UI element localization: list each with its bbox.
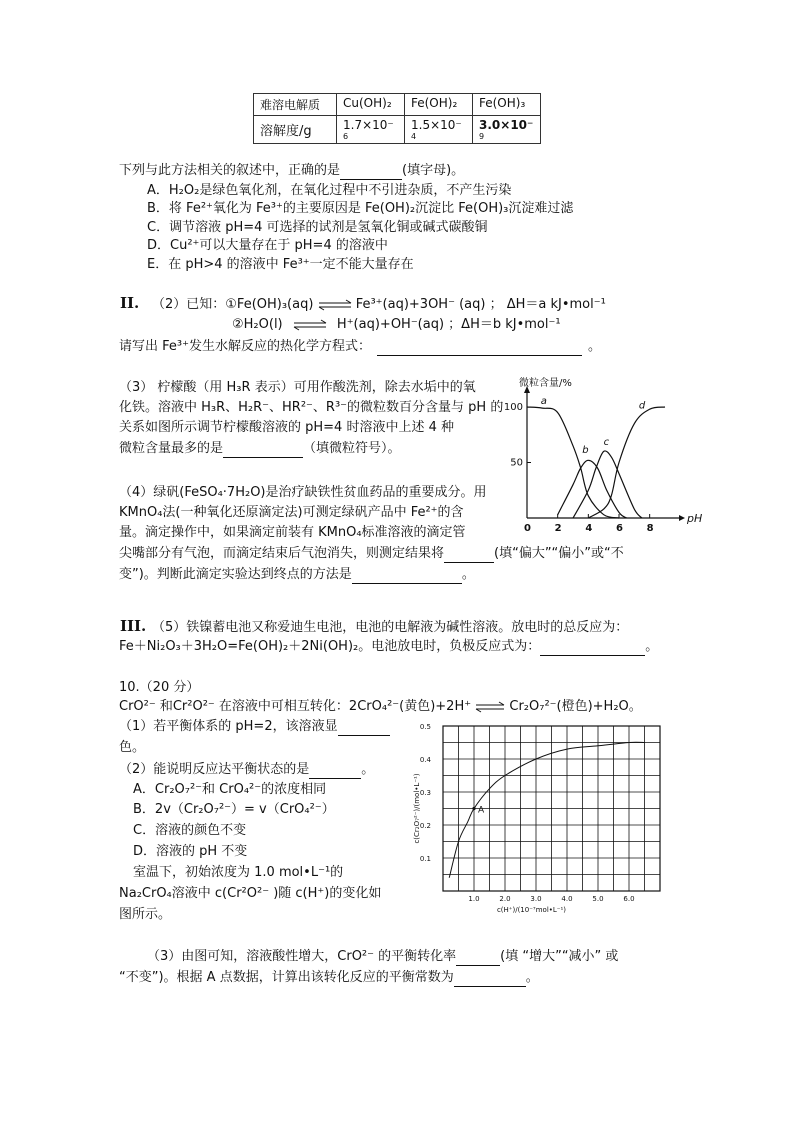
series-line-a <box>527 407 619 518</box>
y-axis-label: 微粒含量/% <box>519 378 572 389</box>
answer-blank[interactable] <box>456 951 500 966</box>
equilibrium-arrow-icon <box>293 320 327 330</box>
equation-text: CrO²⁻ 和Cr²O²⁻ 在溶液中可相互转化：2CrO₄²⁻(黄色)+2H⁺ <box>119 699 472 714</box>
equation-line <box>232 316 561 334</box>
table-cell: Fe(OH)₂ <box>405 94 473 116</box>
answer-blank[interactable] <box>223 443 303 458</box>
answer-blank[interactable] <box>454 972 526 987</box>
question-text: 微粒含量最多的是 <box>119 441 224 456</box>
x-tick-label: 4 <box>585 523 593 534</box>
series-label: c <box>603 437 610 449</box>
equation-text: Fe³⁺(aq)+3OH⁻ (aq) ； ΔH＝a kJ•mol⁻¹ <box>355 297 606 312</box>
question-text: 。 <box>461 567 475 582</box>
answer-blank[interactable] <box>352 569 462 584</box>
table-cell <box>473 116 541 144</box>
x-tick-label: 0 <box>524 523 531 534</box>
option-a: A．H₂O₂是绿色氧化剂，在氧化过程中不引进杂质，不产生污染 <box>147 183 512 198</box>
table-cell <box>337 116 405 144</box>
x-tick-label: 3.0 <box>530 895 542 903</box>
answer-blank[interactable] <box>377 341 582 356</box>
section-number: III. <box>120 617 147 635</box>
question-text: Fe＋Ni₂O₃＋3H₂O=Fe(OH)₂＋2Ni(OH)₂。电池放电时，负极反应式为： <box>119 639 541 654</box>
question-stem <box>119 338 601 356</box>
paragraph-line <box>119 545 624 563</box>
series-label: b <box>582 444 589 456</box>
cell-exponent: 4 <box>411 132 417 141</box>
question-text: 请写出 Fe³⁺发生水解反应的热化学方程式： <box>119 339 371 354</box>
answer-blank[interactable] <box>338 721 390 736</box>
answer-blank[interactable] <box>540 641 645 656</box>
table-cell: Cu(OH)₂ <box>337 94 405 116</box>
cell-value: 1.7×10⁻ <box>343 118 394 132</box>
equation-line <box>119 698 642 716</box>
series-label: a <box>540 396 547 408</box>
paragraph-line <box>119 440 401 458</box>
question-text: (填“偏大”“偏小”或“不 <box>494 546 624 561</box>
series-line-c <box>573 451 642 518</box>
table-cell: Fe(OH)₃ <box>473 94 541 116</box>
dichromate-chart <box>405 718 670 923</box>
series-label: d <box>638 400 646 412</box>
option-e: E．在 pH>4 的溶液中 Fe³⁺一定不能大量存在 <box>147 257 414 272</box>
table-cell: 溶解度/g <box>254 116 337 144</box>
sub-question <box>119 761 374 779</box>
x-tick-label: 6.0 <box>623 895 635 903</box>
point-a-marker <box>472 807 475 810</box>
x-tick-label: 4.0 <box>561 895 573 903</box>
sub-question <box>119 969 539 987</box>
point-a-label: A <box>478 805 485 816</box>
question-text: 变”)。判断此滴定实验达到终点的方法是 <box>119 567 352 582</box>
question-text: （填微粒符号）。 <box>303 441 401 456</box>
question-text: (填字母)。 <box>402 163 465 178</box>
option-b: B．将 Fe²⁺氧化为 Fe³⁺的主要原因是 Fe(OH)₂沉淀比 Fe(OH)₃沉淀难过滤 <box>147 201 574 216</box>
solubility-table <box>253 93 541 144</box>
y-tick-label: 0.4 <box>419 756 431 764</box>
paragraph-line: KMnO₄法(一种氧化还原滴定法)可测定绿矾产品中 Fe²⁺的含 <box>119 505 464 520</box>
question-text: “不变”)。根据 A 点数据，计算出该转化反应的平衡常数为 <box>119 970 454 985</box>
question-text: 尖嘴部分有气泡，而滴定结束后气泡消失，则测定结果将 <box>119 546 445 561</box>
table-cell: 难溶电解质 <box>254 94 337 116</box>
option-b: B．2v（Cr₂O₇²⁻）= v（CrO₄²⁻） <box>133 802 335 817</box>
equation-line <box>152 296 606 314</box>
equilibrium-arrow-icon <box>318 300 352 310</box>
chart-plot-area <box>413 723 660 914</box>
equation-text: （2）已知：①Fe(OH)₃(aq) <box>152 297 314 312</box>
paragraph-line: 量。滴定操作中，如果滴定前装有 KMnO₄标准溶液的滴定管 <box>119 525 466 540</box>
equation-text: Cr₂O₇²⁻(橙色)+H₂O。 <box>509 699 642 714</box>
x-tick-label: 6 <box>616 523 623 534</box>
y-axis-label: c(Cr₂O₇²⁻)/(mol•L⁻¹) <box>413 773 421 844</box>
x-tick-label: 8 <box>646 523 654 534</box>
option-c: C．调节溶液 pH=4 可选择的试剂是氢氧化铜或碱式碳酸铜 <box>147 220 488 235</box>
chart-plot-area <box>504 376 702 534</box>
question-text: 。 <box>525 970 539 985</box>
question-text: 。 <box>361 762 375 777</box>
question-text: 。 <box>587 339 601 354</box>
equilibrium-arrow-icon <box>475 702 505 712</box>
paragraph-line <box>119 638 658 656</box>
paragraph-line: Na₂CrO₄溶液中 c(Cr²O²⁻ )随 c(H⁺)的变化如 <box>119 886 382 901</box>
question-text: （3）由图可知，溶液酸性增大，CrO²⁻ 的平衡转化率 <box>147 949 457 964</box>
y-tick-label: 0.1 <box>419 855 431 863</box>
question-title: 10.（20 分） <box>119 680 200 695</box>
cell-exponent: 9 <box>479 132 485 141</box>
paragraph-line: （5）铁镍蓄电池又称爱迪生电池，电池的电解液为碱性溶液。放电时的总反应为： <box>152 620 629 635</box>
paragraph-line: 化铁。溶液中 H₃R、H₂R⁻、HR²⁻、R³⁻的微粒数百分含量与 pH 的 <box>119 400 504 415</box>
answer-blank[interactable] <box>340 165 402 180</box>
option-d: D．Cu²⁺可以大量存在于 pH=4 的溶液中 <box>147 238 388 253</box>
series-line-d <box>588 407 665 518</box>
x-axis-label: pH <box>687 512 703 525</box>
option-c: C．溶液的颜色不变 <box>133 823 247 838</box>
cell-value: 3.0×10⁻ <box>479 118 534 132</box>
y-tick-label: 0.3 <box>419 789 431 797</box>
sub-question <box>119 718 390 736</box>
question-stem <box>119 162 464 180</box>
citric-acid-chart <box>503 375 703 535</box>
x-axis-arrow-icon <box>679 515 685 521</box>
paragraph-line: 关系如图所示调节柠檬酸溶液的 pH=4 时溶液中上述 4 种 <box>119 420 454 435</box>
series-line-b <box>558 460 627 518</box>
y-tick-label: 0.5 <box>419 723 431 731</box>
y-tick-label: 0.2 <box>419 822 431 830</box>
x-axis-label: c(H⁺)/(10⁻⁷mol•L⁻¹) <box>496 906 567 914</box>
paragraph-line: （4）绿矾(FeSO₄·7H₂O)是治疗缺铁性贫血药品的重要成分。用 <box>119 485 487 500</box>
table-cell <box>405 116 473 144</box>
sub-question: 色。 <box>119 740 146 755</box>
y-tick-label: 50 <box>510 457 523 469</box>
paragraph-line: （3） 柠檬酸（用 H₃R 表示）可用作酸洗剂，除去水垢中的氧 <box>119 380 476 395</box>
x-tick-label: 2 <box>554 523 562 534</box>
sub-question <box>147 948 618 966</box>
y-tick-label: 100 <box>503 402 523 413</box>
question-text: (填 “增大”“减小” 或 <box>500 949 619 964</box>
answer-blank[interactable] <box>444 548 494 563</box>
table-row <box>254 94 541 116</box>
cell-value: 1.5×10⁻ <box>411 118 462 132</box>
question-text: 。 <box>645 639 659 654</box>
option-a: A．Cr₂O₇²⁻和 CrO₄²⁻的浓度相同 <box>133 782 327 797</box>
question-text: 下列与此方法相关的叙述中，正确的是 <box>119 163 341 178</box>
section-number: II. <box>120 294 140 312</box>
answer-blank[interactable] <box>309 764 361 779</box>
question-text: （2）能说明反应达平衡状态的是 <box>119 762 310 777</box>
equation-text: H⁺(aq)+OH⁻(aq) ；ΔH＝b kJ•mol⁻¹ <box>336 317 561 332</box>
x-tick-label: 5.0 <box>592 895 604 903</box>
paragraph-line: 图所示。 <box>119 907 172 922</box>
cell-exponent: 6 <box>343 132 349 141</box>
table-row <box>254 116 541 144</box>
x-tick-label: 1.0 <box>468 895 480 903</box>
paragraph-line <box>119 566 475 584</box>
x-tick-label: 2.0 <box>499 895 511 903</box>
question-text: （1）若平衡体系的 pH=2，该溶液显 <box>119 719 338 734</box>
equation-text: ②H₂O(l) <box>232 317 283 332</box>
paragraph-line: 室温下，初始浓度为 1.0 mol•L⁻¹的 <box>133 865 344 880</box>
option-d: D．溶液的 pH 不变 <box>133 844 248 859</box>
